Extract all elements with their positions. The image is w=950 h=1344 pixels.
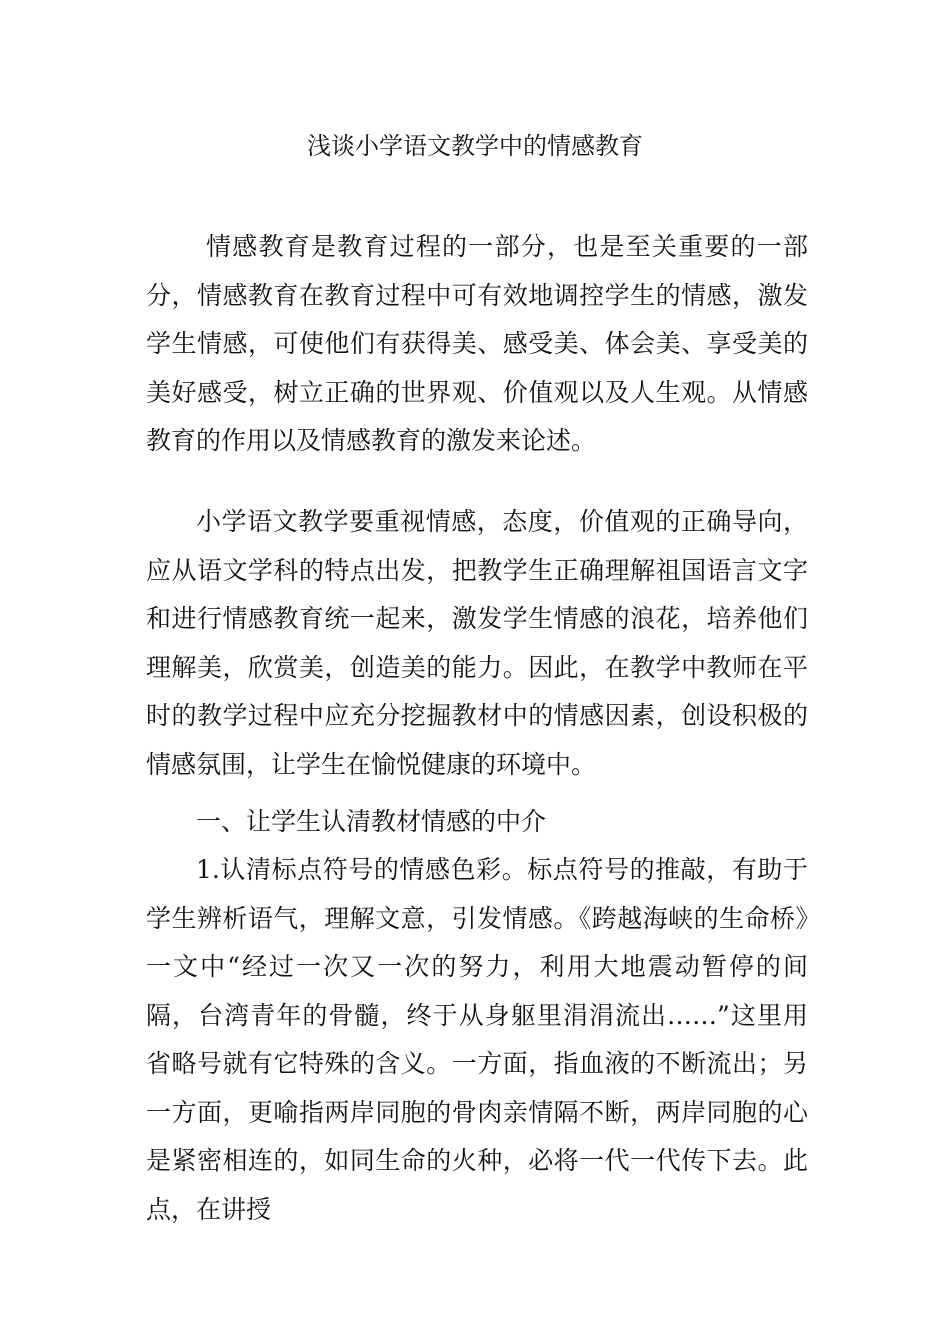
paragraph-main: 小学语文教学要重视情感，态度，价值观的正确导向，应从语文学科的特点出发，把教学生正确理解祖国语言文字和进行情感教育统一起来，激发学生情感的浪花，培养他们理解美，欣赏美，创造美的能力。因此，在教学中教师在平时的教学过程中应充分挖掘教材中的情感因素，创设积极的情感氛围，让学生在愉悦健康的环境中。: [146, 507, 808, 779]
section-heading: 一、让学生认清教材情感的中介: [196, 807, 547, 836]
paragraph-section-1: 1.认清标点符号的情感色彩。标点符号的推敲，有助于学生辨析语气，理解文意，引发情感。《跨越海峡的生命桥》一文中“经过一次又一次的努力，利用大地震动暂停的间隔，台湾青年的骨髓，终于从身躯里涓涓流出……”这里用省略号就有它特殊的含义。一方面，指血液的不断流出；另一方面，更喻指两岸同胞的骨肉亲情隔不断，两岸同胞的心是紧密相连的，如同生命的火种，必将一代一代传下去。此点，在讲授: [146, 855, 808, 1224]
document-title: 浅谈小学语文教学中的情感教育: [307, 132, 643, 160]
paragraph-intro: 情感教育是教育过程的一部分，也是至关重要的一部分，情感教育在教育过程中可有效地调控学生的情感，激发学生情感，可使他们有获得美、感受美、体会美、享受美的美好感受，树立正确的世界观、价值观以及人生观。从情感教育的作用以及情感教育的激发来论述。: [146, 232, 808, 455]
